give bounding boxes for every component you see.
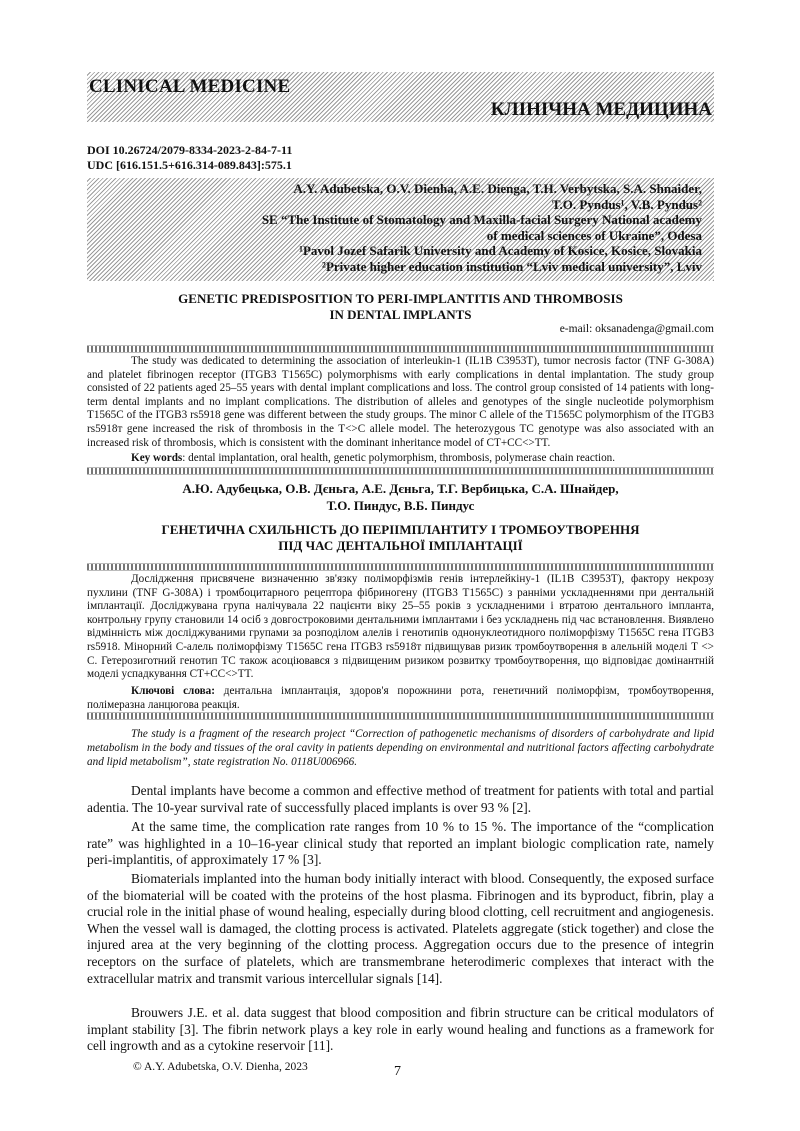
affiliation-3: ²Private higher education institution “Lviv medical university”, Lviv: [322, 258, 702, 274]
title-uk-line-1: ГЕНЕТИЧНА СХИЛЬНІСТЬ ДО ПЕРІІМПЛАНТИТУ І ТРОМБОУТВОРЕННЯ: [161, 522, 640, 537]
divider: [87, 712, 714, 720]
keywords-uk-label: Ключові слова:: [131, 685, 215, 697]
title-en-line-1: GENETIC PREDISPOSITION TO PERI-IMPLANTITIS AND THROMBOSIS: [178, 291, 623, 306]
authors-affiliations-box: [87, 178, 714, 281]
body-paragraph-3: Biomaterials implanted into the human body initially interact with blood. Consequently, the exposed surface of the biomaterial will be coated with the proteins of the host plasma. Fibrinogen and its byproduct, fibrin, play a crucial role in the initial phase of wound healing, especially during blood clotting, cell recruitment and angiogenesis. When the vessel wall is damaged, the clotting process is activated. Platelets aggregate (stick together) and close the injured area at the very beginning of the clotting process. Aggregation occurs due to the presence of integrin receptors on the surface of platelets, which are transmembrane heterodimeric complexes that interact with the extracellular matrix and transmit various intercellular signals [14].: [87, 871, 714, 986]
section-title-uk: КЛІНІЧНА МЕДИЦИНА: [490, 99, 712, 120]
article-title-en: [87, 291, 714, 323]
body-paragraph-1: Dental implants have become a common and effective method of treatment for patients with total and partial adentia. The 10-year survival rate of successfully placed implants is over 93 % [2].: [87, 783, 714, 815]
body-paragraph-4: Brouwers J.E. et al. data suggest that blood composition and fibrin structure can be critical modulators of implant stability [3]. The fibrin network plays a key role in early wound healing and functions as a framework for cell ingrowth and as a cytokine reservoir [11].: [87, 1005, 714, 1054]
body-paragraph-2: At the same time, the complication rate ranges from 10 % to 15 %. The importance of the “complication rate” was highlighted in a 10–16-year clinical study that reported an implant biologic complication rate, namely peri-implantitis, of approximately 17 % [3].: [87, 819, 714, 868]
title-en-line-2: IN DENTAL IMPLANTS: [329, 307, 472, 322]
page-number: 7: [394, 1064, 401, 1079]
keywords-en-text: : dental implantation, oral health, genetic polymorphism, thrombosis, polymerase chain reaction.: [182, 452, 616, 464]
abstract-uk: Дослідження присвячене визначенню зв'язку поліморфізмів генів інтерлейкіну-1 (IL1B C3953T), фактору некрозу пухлини (TNF G-308A) і тромбоцитарного рецептора фібриногену (ITGB3 T1565C) з ранніми ускладненнями при дентальній імплантації. Досліджувана група налічувала 22 пацієнти віку 25–55 років з ускладненими і втратою дентального імпланта, контрольну групу становили 14 осіб з довгостроковими дентальними імплантами і без ускладнень під час встановлення. Виявлено відмінність між досліджуваними групами за розподілом алелів і генотипів однонуклеотидного поліморфізму T1565C гена ITGB3 rs5918. Мінорний С-алель поліморфізму T1565C гена ITGB3 rs5918т підвищував ризик тромбоутворення в алельній моделі T <> C. Гетерозиготний генотип TC також асоціювався з підвищеним ризиком розвитку тромбоутворення, що відповідає домінантній моделі успадкування CT+CC<>TT.: [87, 573, 714, 681]
section-title-en: CLINICAL MEDICINE: [89, 76, 291, 97]
article-title-uk: [87, 522, 714, 554]
udc: UDC [616.151.5+616.314-089.843]:575.1: [87, 158, 292, 172]
project-note: The study is a fragment of the research project “Correction of pathogenetic mechanisms of disorders of carbohydrate and lipid metabolism in the body and tissues of the oral cavity in patients depending on environmental and nutritional factors affecting carbohydrate and lipid metabolism”, state registration No. 0118U006966.: [87, 728, 714, 768]
divider: [87, 345, 714, 353]
authors-line-2: T.O. Pyndus¹, V.B. Pyndus²: [551, 196, 702, 212]
keywords-uk-text: дентальна імплантація, здоров'я порожнини рота, генетичний поліморфізм, тромбоутворення, полімеразна ланцюгова реакція.: [87, 685, 714, 711]
authors-uk: [87, 480, 714, 514]
doi: DOI 10.26724/2079-8334-2023-2-84-7-11: [87, 143, 293, 157]
keywords-en: [87, 452, 714, 466]
authors-uk-line-2: Т.О. Пиндус, В.Б. Пиндус: [326, 498, 475, 513]
section-banner: [87, 72, 714, 122]
affiliation-1b: of medical sciences of Ukraine”, Odesa: [486, 227, 702, 243]
contact-email: e-mail: oksanadenga@gmail.com: [559, 323, 714, 335]
copyright: © A.Y. Adubetska, O.V. Dienha, 2023: [133, 1061, 308, 1073]
divider: [87, 563, 714, 571]
divider: [87, 467, 714, 475]
authors-line-1: A.Y. Adubetska, O.V. Dienha, A.E. Dienga, T.H. Verbytska, S.A. Shnaider,: [293, 181, 702, 196]
abstract-en: The study was dedicated to determining the association of interleukin-1 (IL1B C3953T), tumor necrosis factor (TNF G-308A) and platelet fibrinogen receptor (ITGB3 T1565C) polymorphisms with early complications in dental implantation. The study group consisted of 22 patients aged 25–55 years with dental implant complications and loss. The control group consisted of 14 patients with long-term dental implants and no implant complications. The distribution of alleles and genotypes of the single nucleotide polymorphism T1565C of the ITGB3 rs5918 gene was different between the study groups. The minor C allele of the T1565C polymorphism of the ITGB3 rs5918т gene increased the risk of thrombosis in the T<>C allele model. The heterozygous TC genotype was also associated with an increased risk of thrombosis, which is consistent with the dominant inheritance model of CT+CC<>TT.: [87, 355, 714, 449]
affiliation-2: ¹Pavol Jozef Safarik University and Academy of Kosice, Kosice, Slovakia: [299, 243, 702, 258]
affiliation-1a: SE “The Institute of Stomatology and Maxilla-facial Surgery National academy: [261, 212, 702, 227]
keywords-en-label: Key words: [131, 452, 183, 464]
keywords-uk: [87, 685, 714, 712]
authors-uk-line-1: А.Ю. Адубецька, О.В. Дєньга, А.Е. Дєньга, Т.Г. Вербицька, С.А. Шнайдер,: [182, 481, 619, 496]
title-uk-line-2: ПІД ЧАС ДЕНТАЛЬНОЇ ІМПЛАНТАЦІЇ: [278, 538, 523, 553]
